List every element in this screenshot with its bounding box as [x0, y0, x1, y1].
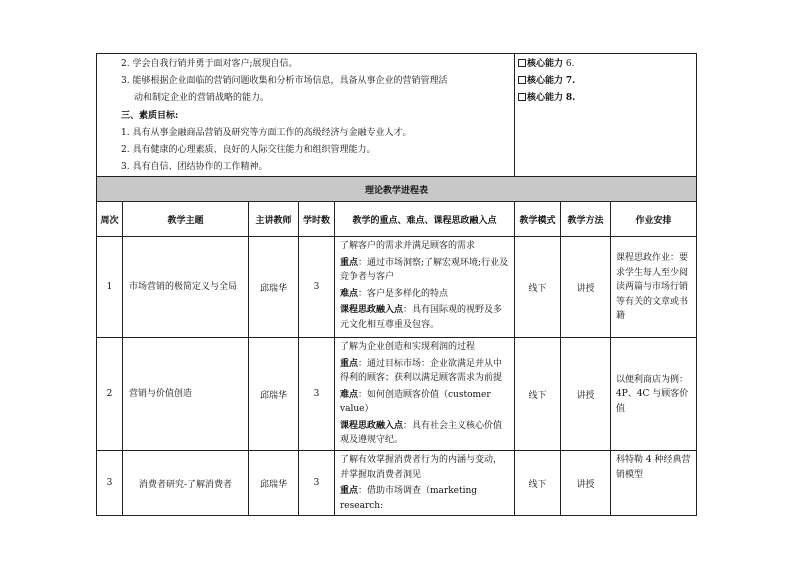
- content-ideology: 课程思政融入点：具有国际观的视野及多元文化相互尊重及包容。: [340, 305, 503, 330]
- core-ability-item: 核心能力 8.: [518, 90, 692, 107]
- core-ability-item: 核心能力 7.: [518, 73, 692, 90]
- core-ability-item: 核心能力 6.: [518, 56, 692, 73]
- hours-cell: 3: [299, 338, 335, 451]
- mode-cell: 线下: [515, 451, 561, 516]
- content-intro: 了解有效掌握消费者行为的内涵与变动，并掌握取消费者洞见: [340, 455, 503, 480]
- table-row: [97, 451, 697, 516]
- document-page: [96, 53, 696, 516]
- content-ideology: 课程思政融入点：具有社会主义核心价值观及遵规守纪。: [340, 420, 503, 446]
- table-row: [97, 338, 697, 451]
- quality-line: 3. 具有自信、团结协作的工作精神。: [121, 162, 268, 173]
- schedule-banner: 理论教学进程表: [97, 177, 697, 202]
- content-cell: [335, 237, 515, 338]
- checkbox-icon: [518, 76, 526, 84]
- quality-line: 2. 具有健康的心理素质、良好的人际交往能力和组织管理能力。: [121, 145, 376, 156]
- content-cell: [335, 338, 515, 451]
- header-teacher: 主讲教师: [249, 202, 299, 237]
- header-topic: 教学主题: [123, 202, 249, 237]
- teacher-cell: 邱瑞华: [249, 451, 299, 516]
- checkbox-icon: [518, 59, 526, 67]
- header-homework: 作业安排: [611, 202, 697, 237]
- teacher-cell: 邱瑞华: [249, 237, 299, 338]
- core-ability-cell: [515, 54, 697, 177]
- header-hours: 学时数: [299, 202, 335, 237]
- objective-line: 3. 能够根据企业面临的营销问题收集和分析市场信息，具备从事企业的营销管理活: [121, 76, 448, 87]
- content-key: 重点：借助市场调查（marketing research:: [340, 486, 478, 511]
- objectives-row: [97, 54, 697, 177]
- hours-cell: 3: [299, 237, 335, 338]
- table-row: [97, 237, 697, 338]
- header-method: 教学方法: [561, 202, 611, 237]
- teacher-cell: 邱瑞华: [249, 338, 299, 451]
- hours-cell: 3: [299, 451, 335, 516]
- header-mode: 教学模式: [515, 202, 561, 237]
- content-key: 重点：通过目标市场：企业欲满足并从中得利的顾客；获利以满足顾客需求为前提: [340, 358, 503, 384]
- content-intro: 了解客户的需求并满足顾客的需求: [340, 241, 476, 252]
- content-key: 重点：通过市场洞察;了解宏观环境;行业及竞争者与客户: [340, 257, 509, 283]
- week-cell: 2: [97, 338, 123, 451]
- content-difficulty: 难点：如何创造顾客价值（customer value）: [340, 389, 491, 415]
- method-cell: 讲授: [561, 338, 611, 451]
- objectives-cell: [97, 54, 515, 177]
- header-week: 周次: [97, 202, 123, 237]
- content-cell: [335, 451, 515, 516]
- objective-line: 2. 学会自我行销并勇于面对客户;展现自信。: [121, 59, 298, 69]
- mode-cell: 线下: [515, 338, 561, 451]
- topic-cell: 市场营销的极简定义与全局: [123, 237, 249, 338]
- checkbox-icon: [518, 93, 526, 101]
- homework-cell: 课程思政作业：要求学生每人至少阅读两篇与市场行销等有关的文章或书籍: [611, 237, 697, 338]
- homework-cell: 科特勒 4 种经典营销模型: [611, 451, 697, 516]
- course-table: [96, 53, 697, 516]
- quality-heading: 三、素质目标:: [121, 110, 179, 121]
- content-difficulty: 难点：客户是多样化的特点: [340, 288, 449, 299]
- method-cell: 讲授: [561, 237, 611, 338]
- header-content: 教学的重点、难点、课程思政融入点: [335, 202, 515, 237]
- week-cell: 3: [97, 451, 123, 516]
- quality-line: 1. 具有从事金融商品营销及研究等方面工作的高级经济与金融专业人才。: [121, 127, 412, 138]
- content-intro: 了解为企业创造和实现利润的过程: [340, 342, 476, 353]
- objective-line: 动和制定企业的营销战略的能力。: [134, 93, 270, 104]
- topic-cell: 营销与价值创造: [123, 338, 249, 451]
- topic-cell: 消费者研究-了解消费者: [123, 451, 249, 516]
- method-cell: 讲授: [561, 451, 611, 516]
- mode-cell: 线下: [515, 237, 561, 338]
- table-header-row: [97, 202, 697, 237]
- week-cell: 1: [97, 237, 123, 338]
- homework-cell: 以便利商店为例：4P、4C 与顾客价值: [611, 338, 697, 451]
